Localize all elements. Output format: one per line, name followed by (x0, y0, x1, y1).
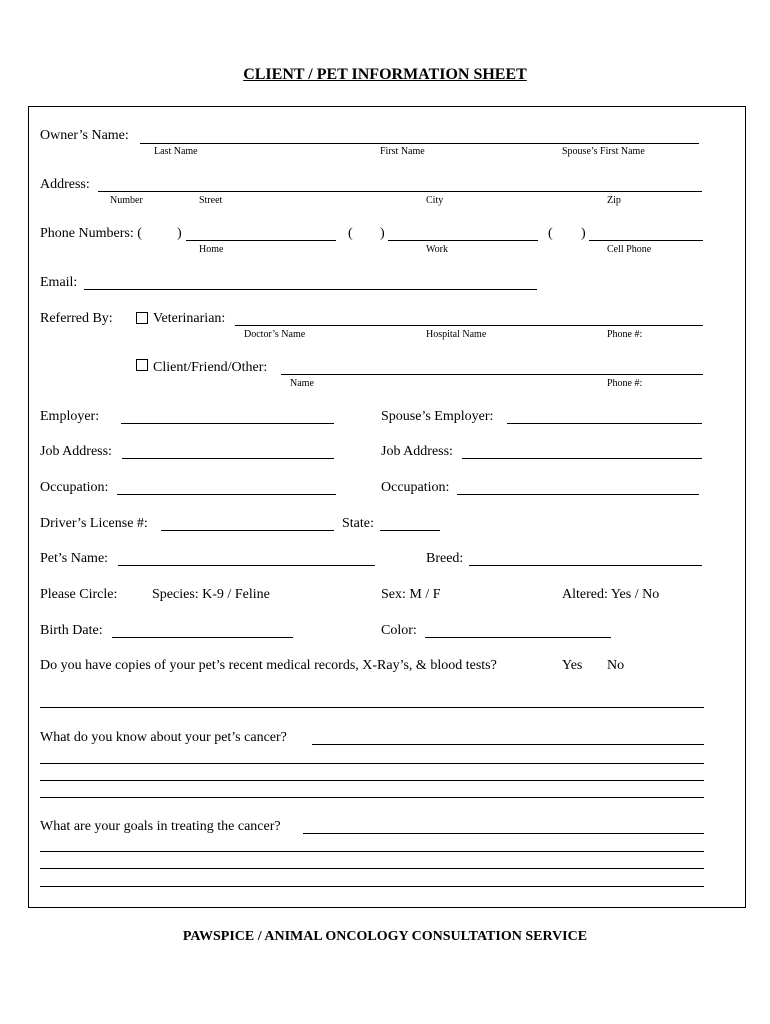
referrer-phone-caption: Phone #: (607, 378, 643, 389)
referred-by-label: Referred By: (40, 311, 113, 326)
birth-date-field[interactable] (112, 637, 293, 638)
phone-home-field[interactable] (186, 240, 336, 241)
birth-date-label: Birth Date: (40, 623, 103, 638)
pet-name-field[interactable] (118, 565, 375, 566)
spouse-employer-label: Spouse’s Employer: (381, 409, 494, 424)
phone-work-caption: Work (426, 244, 448, 255)
doctor-name-caption: Doctor’s Name (244, 329, 306, 340)
occupation-field[interactable] (117, 494, 336, 495)
email-field[interactable] (84, 289, 537, 290)
drivers-license-field[interactable] (161, 530, 334, 531)
hospital-name-caption: Hospital Name (426, 329, 487, 340)
occupation-label: Occupation: (40, 480, 109, 495)
referrer-name-caption: Name (290, 378, 314, 389)
goals-answer-line-3[interactable] (40, 868, 704, 869)
page-title: CLIENT / PET INFORMATION SHEET (243, 66, 527, 83)
phone-cell-close-paren: ) (581, 226, 586, 241)
drivers-license-label: Driver’s License #: (40, 516, 148, 531)
please-circle-label: Please Circle: (40, 587, 118, 602)
client-friend-other-label: Client/Friend/Other: (153, 360, 268, 375)
job-address-field[interactable] (122, 458, 334, 459)
address-number-caption: Number (110, 195, 143, 206)
treatment-goals-question: What are your goals in treating the cancer? (40, 819, 281, 834)
spouse-occupation-field[interactable] (457, 494, 699, 495)
cancer-answer-line-2[interactable] (40, 763, 704, 764)
cancer-answer-line-1[interactable] (312, 744, 704, 745)
cancer-answer-line-3[interactable] (40, 780, 704, 781)
records-yes-option[interactable]: Yes (562, 658, 583, 673)
pet-name-label: Pet’s Name: (40, 551, 109, 566)
address-street-caption: Street (199, 195, 223, 206)
spouse-job-address-field[interactable] (462, 458, 702, 459)
veterinarian-checkbox[interactable] (136, 312, 148, 324)
color-label: Color: (381, 623, 417, 638)
address-field[interactable] (98, 191, 702, 192)
veterinarian-label: Veterinarian: (153, 311, 226, 326)
state-field[interactable] (380, 530, 440, 531)
sex-options[interactable]: Sex: M / F (381, 587, 441, 602)
client-friend-other-checkbox[interactable] (136, 359, 148, 371)
color-field[interactable] (425, 637, 611, 638)
goals-answer-line-2[interactable] (40, 851, 704, 852)
goals-answer-line-1[interactable] (303, 833, 704, 834)
phone-cell-open-paren: ( (548, 226, 553, 241)
phone-cell-field[interactable] (589, 240, 703, 241)
spouse-occupation-label: Occupation: (381, 480, 450, 495)
vet-phone-caption: Phone #: (607, 329, 643, 340)
cancer-answer-line-4[interactable] (40, 797, 704, 798)
employer-field[interactable] (121, 423, 334, 424)
cancer-knowledge-question: What do you know about your pet’s cancer? (40, 730, 287, 745)
spouse-employer-field[interactable] (507, 423, 702, 424)
phone-work-close-paren: ) (380, 226, 385, 241)
phone-cell-caption: Cell Phone (607, 244, 652, 255)
phone-home-caption: Home (199, 244, 224, 255)
owner-spouse-name-caption: Spouse’s First Name (562, 146, 645, 157)
breed-label: Breed: (426, 551, 464, 566)
state-label: State: (342, 516, 374, 531)
species-options[interactable]: Species: K-9 / Feline (152, 587, 270, 602)
phone-home-close-paren: ) (177, 226, 182, 241)
phone-work-field[interactable] (388, 240, 538, 241)
phone-numbers-label: Phone Numbers: ( (40, 226, 142, 241)
client-friend-other-field[interactable] (281, 374, 703, 375)
records-answer-line[interactable] (40, 707, 704, 708)
breed-field[interactable] (469, 565, 702, 566)
records-no-option[interactable]: No (607, 658, 625, 673)
email-label: Email: (40, 275, 78, 290)
address-label: Address: (40, 177, 90, 192)
owner-name-label: Owner’s Name: (40, 128, 129, 143)
owner-name-field[interactable] (140, 143, 699, 144)
goals-answer-line-4[interactable] (40, 886, 704, 887)
employer-label: Employer: (40, 409, 100, 424)
footer-service-name: PAWSPICE / ANIMAL ONCOLOGY CONSULTATION SERVICE (182, 929, 588, 944)
altered-options[interactable]: Altered: Yes / No (562, 587, 660, 602)
phone-work-open-paren: ( (348, 226, 353, 241)
address-city-caption: City (426, 195, 444, 206)
job-address-label: Job Address: (40, 444, 112, 459)
owner-first-name-caption: First Name (380, 146, 425, 157)
address-zip-caption: Zip (607, 195, 621, 206)
owner-last-name-caption: Last Name (154, 146, 198, 157)
spouse-job-address-label: Job Address: (381, 444, 453, 459)
veterinarian-field[interactable] (235, 325, 703, 326)
records-question: Do you have copies of your pet’s recent medical records, X-Ray’s, & blood tests? (40, 658, 497, 673)
